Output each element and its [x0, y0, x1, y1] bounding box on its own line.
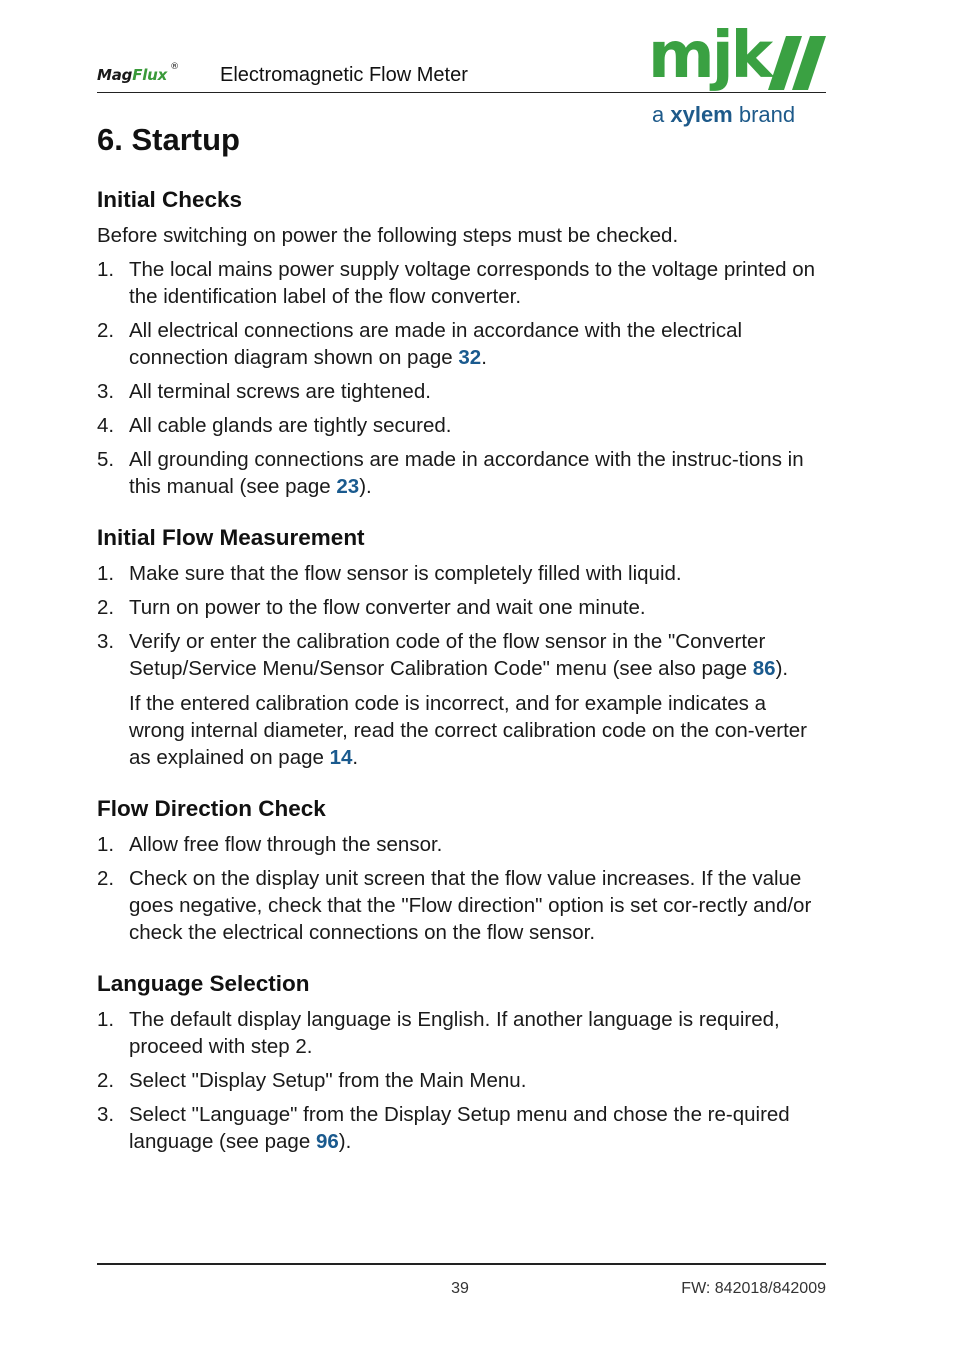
list-item-number: 2. [97, 319, 115, 342]
page-reference-link[interactable]: 32 [458, 346, 482, 369]
list-item [97, 831, 827, 858]
numbered-list [97, 1006, 827, 1155]
footer-divider [97, 1263, 826, 1265]
list-item-number: 3. [97, 630, 115, 653]
main-content [97, 184, 827, 1177]
list-item-text: Select "Display Setup" from the Main Menu. [129, 1069, 527, 1092]
logo-slashes-icon [768, 36, 828, 90]
list-item [97, 446, 827, 500]
list-item [97, 317, 827, 371]
page-number: 39 [451, 1280, 469, 1297]
list-item [97, 1101, 827, 1155]
list-item [97, 1006, 827, 1060]
page-reference-link[interactable]: 96 [315, 1130, 339, 1153]
list-item [97, 256, 827, 310]
list-item-number: 1. [97, 258, 115, 281]
list-item-number: 3. [97, 380, 115, 403]
page-reference-link[interactable]: 23 [336, 475, 360, 498]
list-item-text: All cable glands are tightly secured. [129, 414, 452, 437]
magflux-brand-logo: MagFlux ® [97, 62, 179, 84]
numbered-list [97, 560, 827, 771]
xylem-tagline: a xylem brand [652, 102, 796, 127]
mjk-xylem-logo [648, 19, 828, 130]
section-heading: Flow Direction Check [97, 796, 326, 821]
list-item-text: All terminal screws are tightened. [129, 380, 431, 403]
note-text-end: . [352, 746, 359, 769]
list-item-number: 1. [97, 833, 115, 856]
list-item-text: Turn on power to the flow converter and wait one minute. [129, 596, 646, 619]
list-item-text: Allow free flow through the sensor. [129, 833, 443, 856]
list-item-text-end: . [481, 346, 487, 369]
list-item-text: All grounding connections are made in accordance with the instruc-tions in this manual (see page [129, 448, 804, 498]
list-item [97, 594, 827, 621]
list-item-number: 5. [97, 448, 115, 471]
section [97, 184, 827, 500]
note-text: If the entered calibration code is incorrect, and for example indicates a wrong internal diameter, read the correct calibration code on the con-verter as explained on page [129, 692, 808, 769]
firmware-version: FW: 842018/842009 [681, 1280, 826, 1297]
numbered-list [97, 256, 827, 500]
list-item-number: 2. [97, 596, 115, 619]
section [97, 522, 827, 771]
list-item [97, 412, 827, 439]
section-heading: Language Selection [97, 971, 310, 996]
list-item [97, 378, 827, 405]
section [97, 793, 827, 946]
list-item-text: The local mains power supply voltage corresponds to the voltage printed on the identification label of the flow converter. [129, 258, 816, 308]
numbered-list [97, 831, 827, 946]
list-item-text-end: ). [338, 1130, 352, 1153]
section-heading: Initial Checks [97, 187, 243, 212]
list-item-text: Check on the display unit screen that the flow value increases. If the value goes negative, check that the "Flow direction" option is set cor-rectly and/or check the electrical connections on the flow sensor. [129, 867, 812, 944]
list-item-text: All electrical connections are made in accordance with the electrical connection diagram shown on page [129, 319, 743, 369]
section-heading: Initial Flow Measurement [97, 525, 365, 550]
list-item-text: Make sure that the flow sensor is completely filled with liquid. [129, 562, 682, 585]
list-item-number: 2. [97, 867, 115, 890]
section-intro: Before switching on power the following steps must be checked. [97, 224, 679, 247]
list-item-number: 2. [97, 1069, 115, 1092]
list-item-text: The default display language is English. If another language is required, proceed with step 2. [129, 1008, 780, 1058]
list-item-text-end: ). [775, 657, 789, 680]
list-item-number: 1. [97, 1008, 115, 1031]
list-item-text: Select "Language" from the Display Setup menu and chose the re-quired language (see page [129, 1103, 790, 1153]
section [97, 968, 827, 1155]
mjk-wordmark: mjk [648, 19, 771, 93]
page-reference-link[interactable]: 86 [752, 657, 776, 680]
list-item-number: 3. [97, 1103, 115, 1126]
list-item-number: 4. [97, 414, 115, 437]
list-item-note [129, 690, 827, 771]
list-item [97, 628, 827, 771]
document-title: Electromagnetic Flow Meter [220, 64, 468, 86]
list-item [97, 865, 827, 946]
list-item-number: 1. [97, 562, 115, 585]
list-item [97, 1067, 827, 1094]
page-reference-link[interactable]: 14 [329, 746, 353, 769]
list-item-text-end: ). [359, 475, 372, 498]
page-title: 6. Startup [97, 122, 240, 157]
list-item [97, 560, 827, 587]
list-item-text: Verify or enter the calibration code of the flow sensor in the "Converter Setup/Service Menu/Sensor Calibration Code" menu (see also page [129, 630, 766, 680]
